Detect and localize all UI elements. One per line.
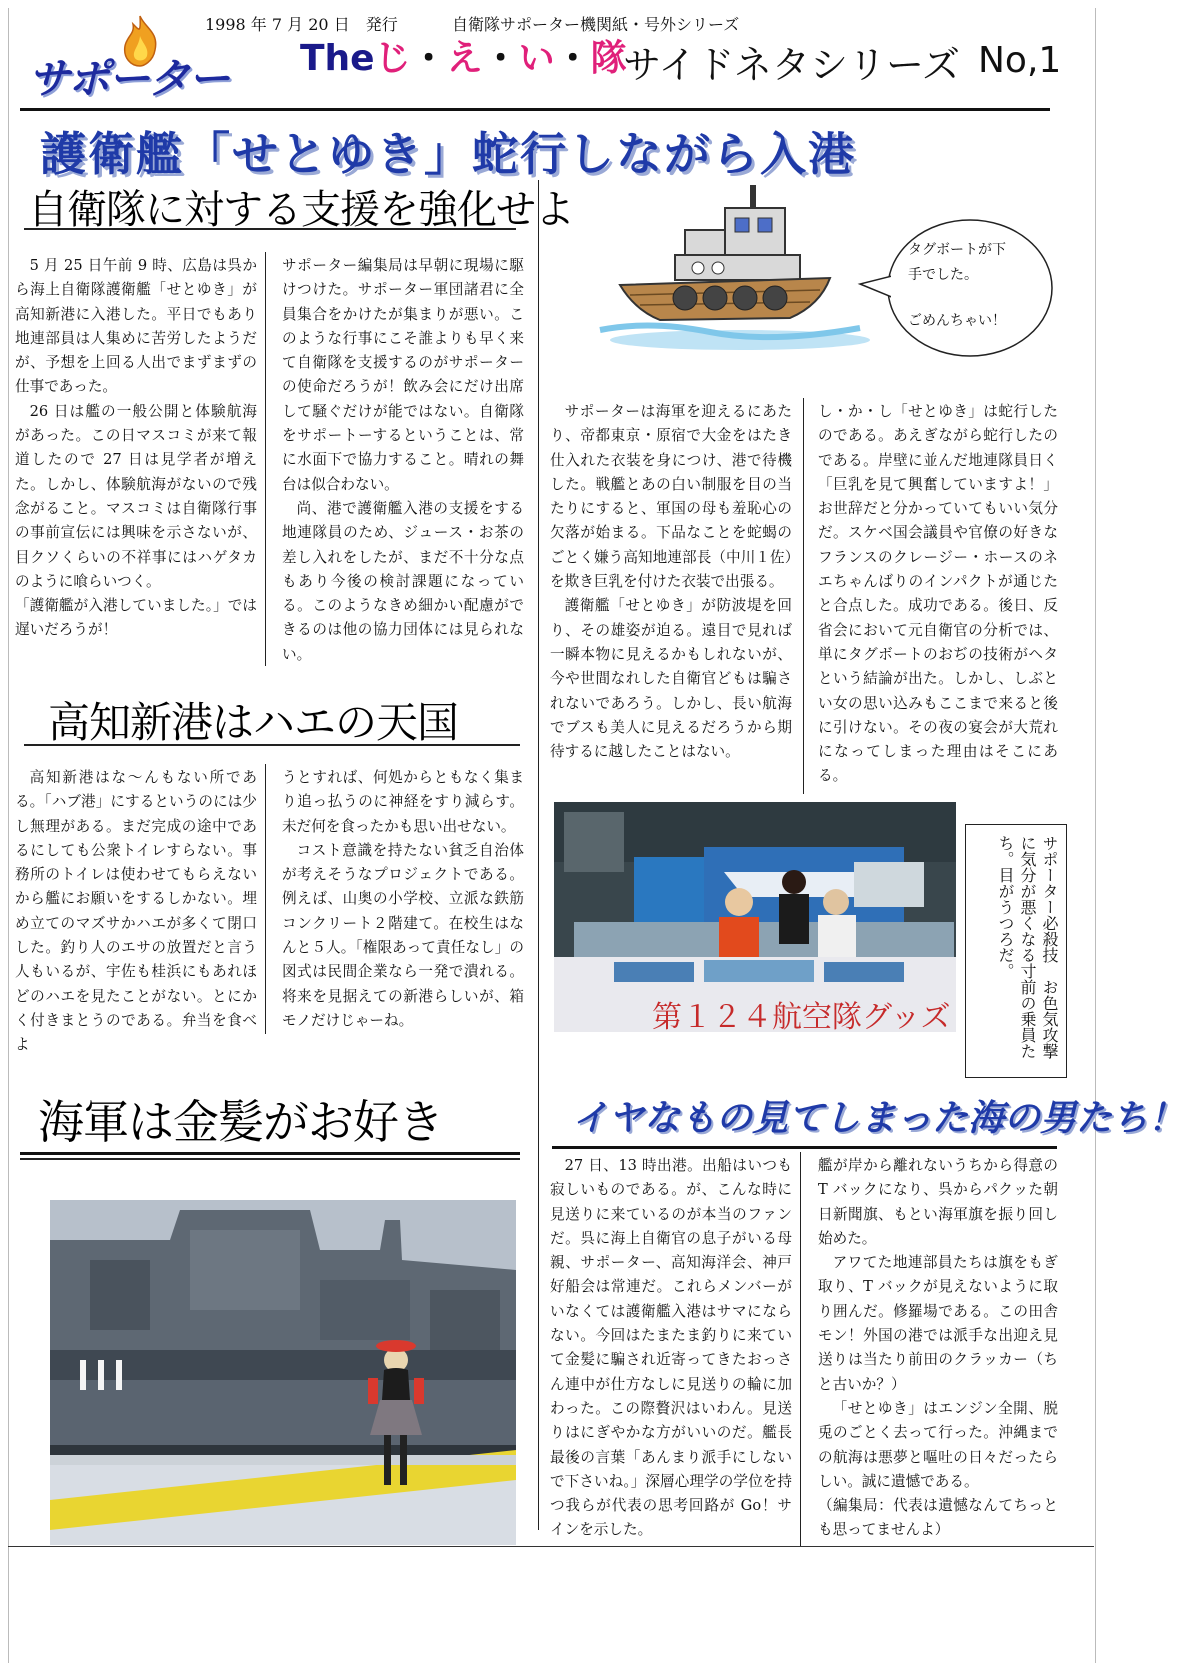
article-support-col1 — [15, 254, 257, 643]
bubble-line — [908, 288, 1038, 309]
paragraph: 艦が岸から離れないうちから得意の T バックになり、呉からパクッた朝日新聞旗、もとい海軍旗を振り回し始めた。 — [818, 1157, 1058, 1247]
tugboat-illustration — [590, 180, 870, 360]
tai-char: 隊 — [590, 38, 627, 79]
article-flies-col2 — [282, 766, 524, 1033]
dot: ・ — [410, 38, 447, 79]
paragraph: うとすれば、何処からともなく集まり追っ払うのに神経をすり減らす。未だ何を食ったかも思い出せない。 — [282, 769, 524, 835]
issue-date: 1998 年 7 月 20 日 発行 — [205, 15, 398, 34]
paragraph: （編集局：代表は遺憾なんてちっとも思ってませんよ） — [818, 1497, 1058, 1539]
i-char: い — [518, 38, 555, 79]
column-divider — [800, 1152, 801, 1547]
section-rule — [24, 744, 520, 746]
bubble-line: 手でした。 — [908, 267, 978, 283]
column-divider — [803, 398, 804, 794]
series-logo — [300, 30, 627, 81]
section-rule — [20, 1152, 520, 1155]
supporter-logo: サポーター — [28, 54, 229, 103]
paragraph: 27 日、13 時出港。出船はいつも寂しいものである。が、こんな時に見送りに来ているのが本当のファンだ。呉に海上自衛官の息子がいる母親、サポーター、高知海洋会、神戸好船会は常連だ。これらメンバーがいなくては護衛艦入港はサマにならない。今回はたまたま釣りに来ていて金髪に騙され近寄ってきたおっさん連中が仕方なしに見送りの輪に加わった。この際贅沢はいわん。見送りはにぎやかな方がいいのだ。艦長最後の言葉「あんまり派手にしないで下さいね。」深層心理学の学位を持つ我らが代表の思考回路が Go！サインを示した。 — [550, 1157, 792, 1539]
paragraph: 護衛艦「せとゆき」が防波堤を回り、その雄姿が迫る。遠目で見れば一瞬本物に見えるかもしれないが、今や世間なれした自衛官どもは騙されないであろう。しかし、長い航海でブスも美人に見えるだろうから期待するに越したことはない。 — [550, 597, 792, 761]
center-divider — [538, 180, 539, 1530]
paragraph: 高知新港はな～んもない所である。「ハブ港」にするというのには少し無理がある。まだ完成の途中であるにしても公衆トイレすらない。事務所のトイレは使わせてもらえないから艦にお願いをするしかない。埋め立てのマズサかハエが多くて閉口した。釣り人のエサの放置だと言う人もいるが、宇佐も桂浜にもあれほどのハエを見たことがない。とにかく付きまとうのである。弁当を食べよ — [15, 769, 257, 1054]
section-rule — [552, 1146, 1057, 1149]
article-supporter-col4 — [818, 400, 1058, 789]
the-word: The — [300, 38, 375, 79]
column-divider — [265, 764, 266, 1034]
booth-photo — [554, 802, 956, 1035]
article-support-col2 — [282, 254, 524, 667]
paragraph: アワてた地連部員たちは旗をもぎ取り、T バックが見えないように取り囲んだ。修羅場である。この田舎モン！外国の港では派手な出迎え見送りは当たり前田のクラッカー（ちと古いか？） — [818, 1254, 1058, 1393]
header-rule — [20, 108, 1050, 111]
section-title-flies: 高知新港はハエの天国 — [48, 698, 459, 747]
footer-rule — [8, 1546, 1094, 1547]
dot: ・ — [554, 38, 591, 79]
bubble-text — [908, 238, 1038, 334]
ship-photo — [50, 1200, 516, 1545]
publication-name: 自衛隊サポーター機関紙・号外シリーズ — [452, 15, 740, 34]
bubble-line: ごめんちゃい！ — [908, 313, 1006, 329]
jei-char: じ — [374, 38, 411, 79]
paragraph: 「せとゆき」はエンジン全開、脱兎のごとく去って行った。沖縄までの航海は悪夢と嘔吐の日々だったらしい。誠に遺憾である。 — [818, 1399, 1058, 1490]
main-headline: 護衛艦「せとゆき」蛇行しながら入港 — [40, 127, 856, 181]
column-divider — [265, 252, 266, 666]
paragraph: 尚、港で護衛艦入港の支援をする地連隊員のため、ジュース・お茶の差し入れをしたが、まだ不十分な点もあり今後の検討課題になっている。このようなきめ細かい配慮ができるのは他の協力団体には見られない。 — [282, 499, 524, 663]
article-flies-col1 — [15, 766, 257, 1058]
article-sailors-col1 — [550, 1154, 792, 1543]
paragraph: サポーター編集局は早朝に現場に駆けつけた。サポーター軍団諸君に全員集合をかけたが集まりが悪い。このような行事にこそ誰よりも早く来て自衛隊を支援するのがサポーターの使命だろうが！飲み会にだけ出席して騒ぐだけが能ではない。自衛隊をサポートーするということは、常に水面下で協力すること。晴れの舞台は似合わない。 — [282, 257, 524, 493]
section-title-sailors: イヤなもの見てしまった海の男たち！ — [572, 1098, 1184, 1139]
article-sailors-col2 — [818, 1154, 1058, 1543]
paragraph: 26 日は艦の一般公開と体験航海があった。この日マスコミが来て報道したので 27 日は見学者が増えた。しかし、体験航海がないので残念がること。マスコミは自衛隊行事の事前宣伝には興味を示さないが、目クソくらいの不祥事にはハゲタカのように喰らいつく。 — [15, 402, 257, 590]
paragraph: し・か・し「せとゆき」は蛇行したのである。あえぎながら蛇行したのである。岸壁に並んだ地連隊員日く「巨乳を見て興奮していますよ！」お世辞だと分かっていてもいい気分だ。スケベ国会議員や官僚の好きなフランスのクレージー・ホースのネエちゃんばりのインパクトが通じたと合点した。成功である。後日、反省会において元自衛官の分析では、単にタグボートのおぢの技術がヘタという結論が出た。しかし、しぶとい女の思い込みもここまで来ると後に引けない。その夜の宴会が大荒れになってしまった理由はそこにある。 — [818, 403, 1058, 785]
section-rule-second — [20, 1158, 520, 1160]
e-char: え — [446, 38, 483, 79]
paragraph: 5 月 25 日午前 9 時、広島は呉から海上自衛隊護衛艦「せとゆき」が高知新港に入港した。平日でもあり地連部員は人集めに苦労したようだが、予想を上回る人出でまずまずの仕事であった。 — [15, 257, 257, 396]
paragraph: サポーターは海軍を迎えるにあたり、帝都東京・原宿で大金をはたき仕入れた衣装を身につけ、港で待機した。戦艦とあの白い制服を目の当たりにすると、軍国の母も羞恥心の欠落が始まる。下品なことを蛇蝎のごとく嫌う高知地連部長（中川１佐）を欺き巨乳を付けた衣装で出張る。 — [550, 403, 792, 591]
section-title-blonde: 海軍は金髪がお好き — [38, 1095, 443, 1149]
paragraph: コスト意識を持たない貧乏自治体が考えそうなプロジェクトである。例えば、山奥の小学校、立派な鉄筋コンクリート２階建て。在校生はなんと５人。「権限あって責任なし」の図式は民間企業なら一発で潰れる。将来を見据えての新港らしいが、箱モノだけじゃーね。 — [282, 841, 524, 1029]
section-rule — [24, 228, 516, 230]
issue-number: No,1 — [978, 40, 1062, 81]
booth-banner: 第１２４航空隊グッズ — [652, 1000, 951, 1035]
bubble-line: タグボートが下 — [908, 242, 1006, 258]
section-title-support: 自衛隊に対する支援を強化せよ — [28, 187, 574, 233]
series-name: サイドネタシリーズ — [623, 43, 961, 87]
article-supporter-col3 — [550, 400, 792, 764]
photo-callout: サポーター必殺技 お色気攻撃に気分が悪くなる寸前の乗員たち。目がうつろだ。 — [965, 824, 1067, 1078]
paragraph: 「護衛艦が入港していました。」では遅いだろうが！ — [15, 597, 257, 639]
dot: ・ — [482, 38, 519, 79]
